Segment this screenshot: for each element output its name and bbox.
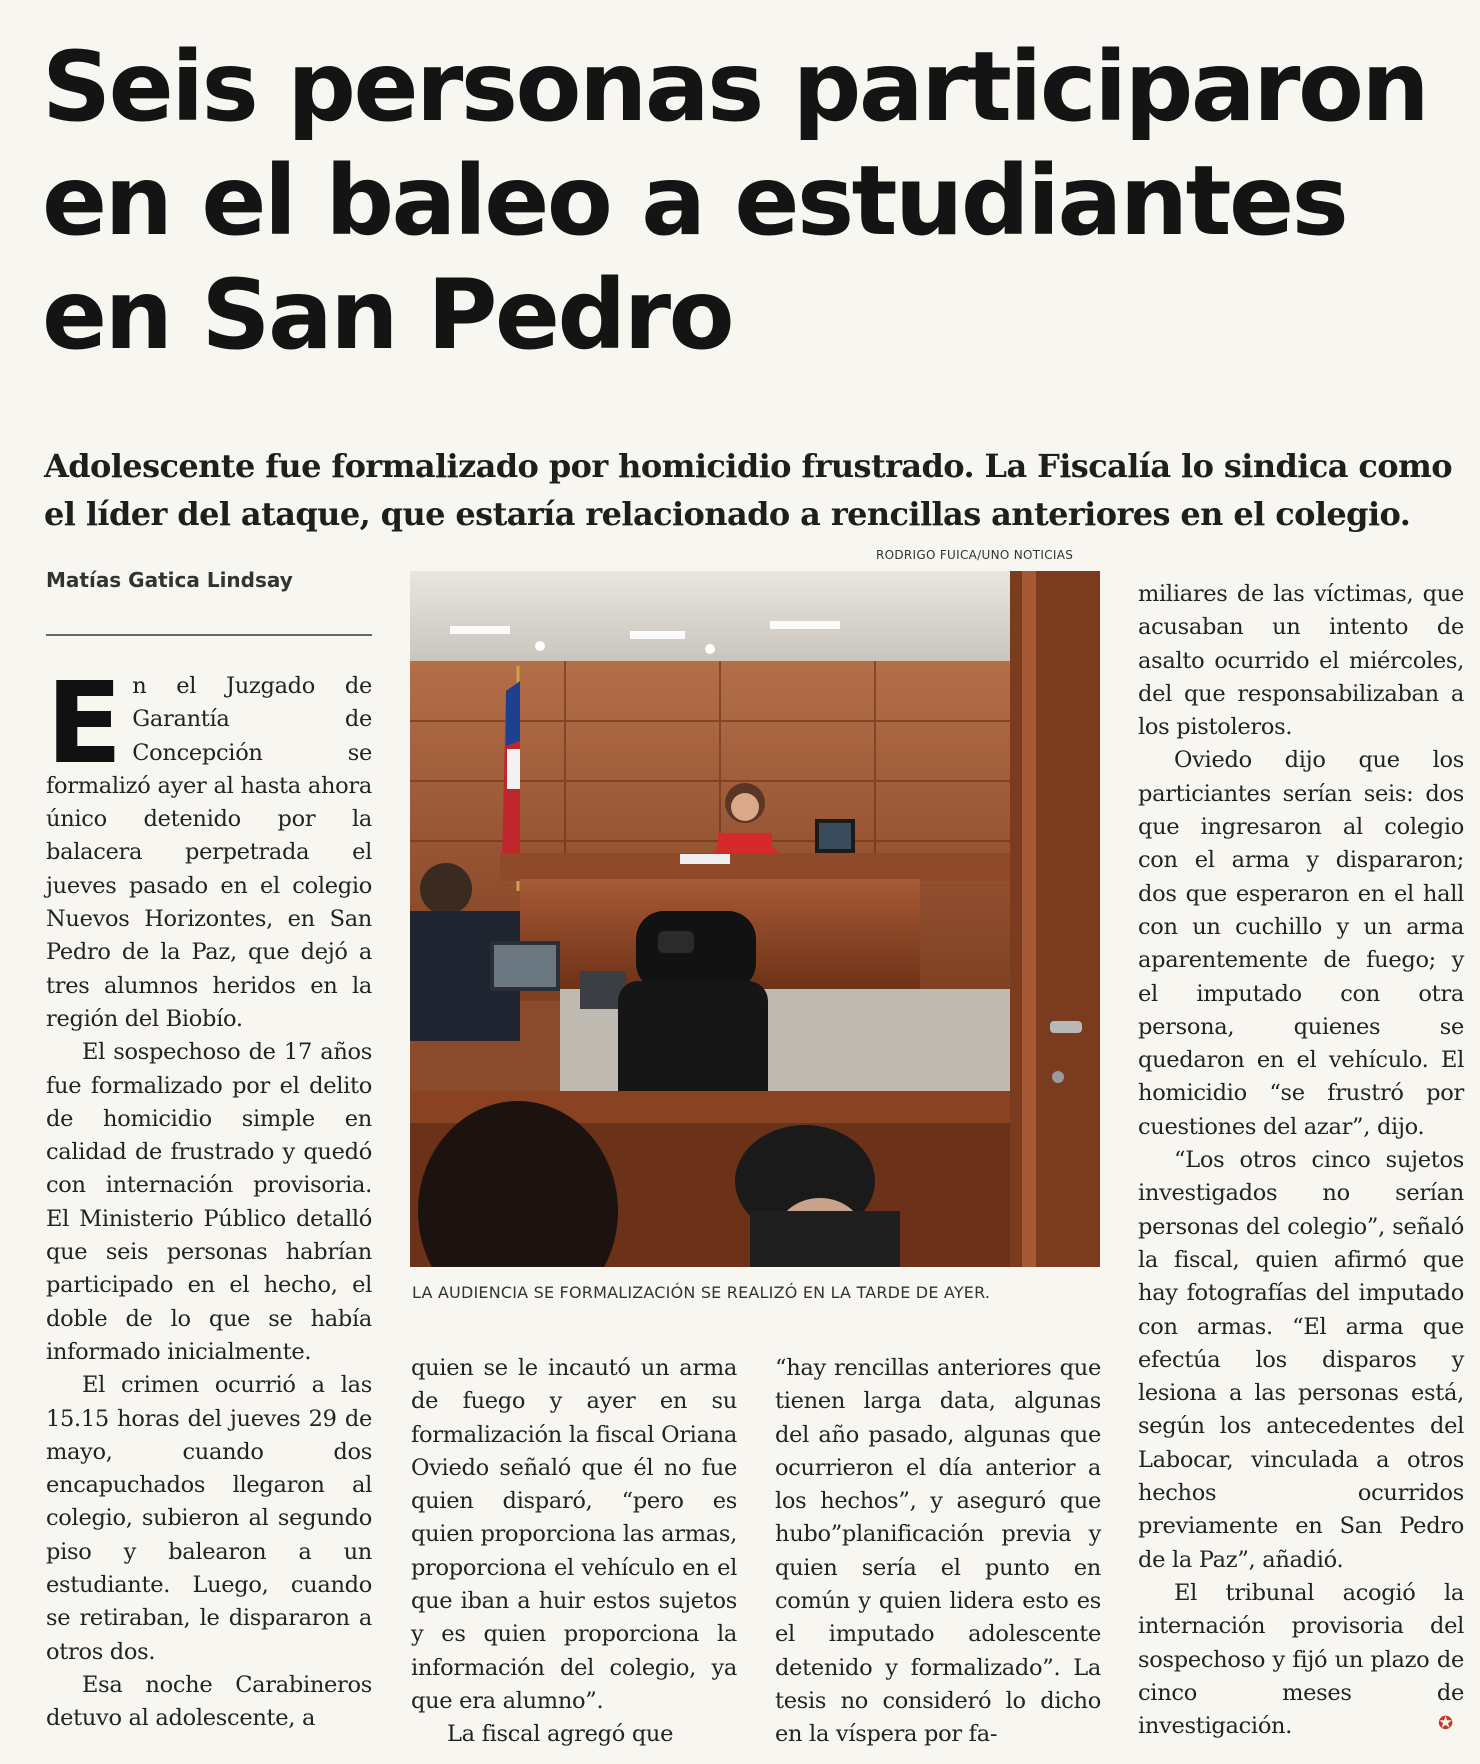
paragraph: Oviedo dijo que los particiantes serían seis: dos que ingresaron al colegio con el arma y dispararon; dos que esperaron en el hall con un cuchillo y un arma aparentemente de fuego; y el imputado con otra persona, quienes se quedaron en el vehículo. El homicidio “se frustró por cuestiones del azar”, dijo. (1138, 747, 1464, 1140)
text-column-3 (775, 1352, 1101, 1752)
author-byline: Matías Gatica Lindsay (46, 568, 293, 592)
text-column-1 (46, 659, 372, 1736)
paragraph: “Los otros cinco sujetos investigados no serían personas del colegio”, señaló la fiscal, quien afirmó que hay fotografías del imputado con armas. “El arma que efectúa los disparos y lesiona a las personas está, según los antecedentes del Labocar, vinculada a otros hechos ocurridos previamente en San Pedro de la Paz”, añadió. (1138, 1147, 1464, 1573)
courtroom-illustration (410, 571, 1100, 1267)
drop-cap: E (46, 659, 123, 789)
paragraph: “hay rencillas anteriores que tienen larga data, algunas del año pasado, algunas que ocurrieron el día anterior a los hechos”, y aseguró que hubo”planificación previa y quien sería el punto en común y quien lidera esto es el imputado adolescente detenido y formalizado”. La tesis no consideró lo dicho en la víspera por fa- (775, 1355, 1101, 1748)
text-column-4 (1138, 578, 1464, 1743)
courtroom-photo (410, 571, 1100, 1267)
subheadline: Adolescente fue formalizado por homicidio frustrado. La Fiscalía lo sindica como el líder del ataque, que estaría relacionado a rencillas anteriores en el colegio. (44, 447, 1453, 533)
paragraph: quien se le incautó un arma de fuego y ayer en su formalización la fiscal Oriana Oviedo señaló que él no fue quien disparó, “pero es quien proporciona las armas, proporciona el vehículo en el que iban a huir estos sujetos y es quien proporciona la información del colegio, ya que era alumno”. (411, 1355, 737, 1714)
paragraph: Esa noche Carabineros detuvo al adolescente, a (46, 1671, 372, 1732)
paragraph: El sospechoso de 17 años fue formalizado por el delito de homicidio simple en calidad de frustrado y quedó con internación provisoria. El Ministerio Público detalló que seis personas habrían participado en el hecho, el doble de lo que se había informado inicialmente. (46, 1039, 372, 1365)
headline: Seis personas participaron en el baleo a estudiantes en San Pedro (42, 31, 1428, 371)
paragraph: La fiscal agregó que (447, 1721, 674, 1748)
paragraph (46, 659, 372, 1036)
end-of-article-icon: ✪ (1438, 1713, 1454, 1734)
text-column-2 (411, 1352, 737, 1752)
paragraph-text: n el Juzgado de Garantía de Concepción se formalizó ayer al hasta ahora único detenido por la balacera perpetrada el jueves pasado en el colegio Nuevos Horizontes, en San Pedro de la Paz, que dejó a tres alumnos heridos en la región del Biobío. (46, 673, 372, 1032)
photo-credit: RODRIGO FUICA/UNO NOTICIAS (876, 548, 1074, 562)
byline-divider (46, 634, 372, 636)
paragraph: El crimen ocurrió a las 15.15 horas del jueves 29 de mayo, cuando dos encapuchados llegaron al colegio, subieron al segundo piso y balearon a un estudiante. Luego, cuando se retiraban, le dispararon a otros dos. (46, 1372, 372, 1665)
paragraph: miliares de las víctimas, que acusaban un intento de asalto ocurrido el miércoles, del que responsabilizaban a los pistoleros. (1138, 581, 1464, 741)
paragraph: El tribunal acogió la internación provisoria del sospechoso y fijó un plazo de cinco meses de investigación. (1138, 1579, 1464, 1740)
photo-caption: LA AUDIENCIA SE FORMALIZACIÓN SE REALIZÓ EN LA TARDE DE AYER. (412, 1283, 991, 1302)
